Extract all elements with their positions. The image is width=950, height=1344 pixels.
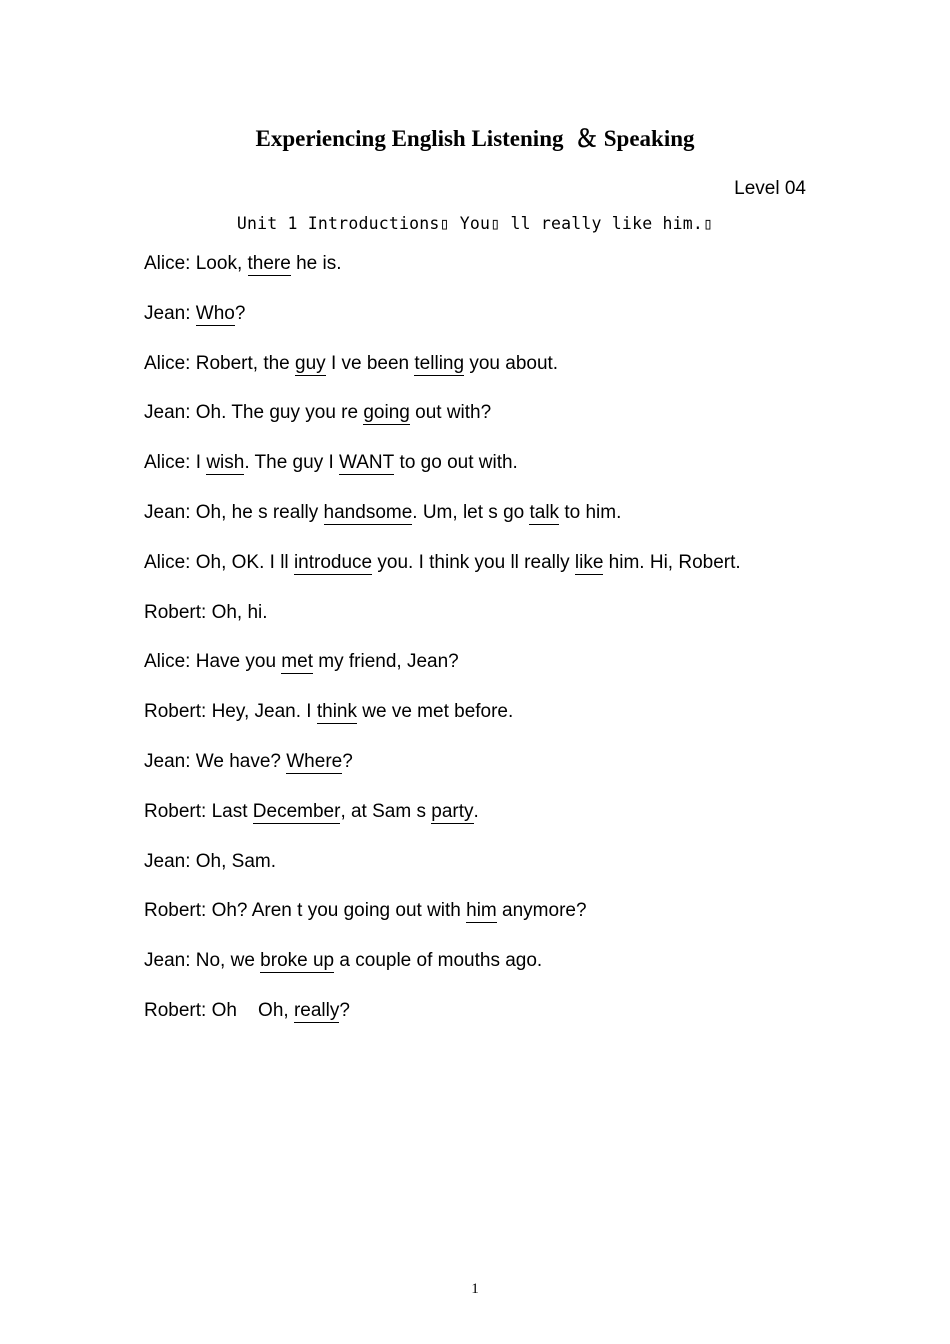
dialogue-text: . Um, let s go bbox=[412, 501, 530, 523]
fill-in-blank-word: him bbox=[466, 900, 497, 922]
dialogue-text: Jean: No, we bbox=[144, 950, 261, 972]
fill-in-blank-word: met bbox=[281, 651, 313, 673]
fill-in-blank-word: broke up bbox=[260, 950, 335, 972]
dialogue-text: Jean: Oh, Sam. bbox=[144, 850, 277, 872]
dialogue-line bbox=[144, 302, 844, 352]
fill-in-blank-word: going bbox=[363, 402, 410, 424]
dialogue-text: you. I think you ll really bbox=[372, 551, 575, 573]
dialogue-text: anymore? bbox=[496, 900, 587, 922]
dialogue-line bbox=[144, 551, 844, 601]
dialogue-line bbox=[144, 352, 844, 402]
document-title: Experiencing English Listening ＆ Speaking bbox=[255, 126, 695, 151]
dialogue-line bbox=[144, 650, 844, 700]
fill-in-blank-word: telling bbox=[414, 352, 465, 374]
dialogue-text: Robert: Last bbox=[144, 800, 253, 822]
fill-in-blank-word: party bbox=[431, 800, 474, 822]
dialogue-text: a couple of mouths ago. bbox=[334, 950, 543, 972]
fill-in-blank-word: think bbox=[316, 701, 357, 723]
dialogue-line bbox=[144, 252, 844, 302]
dialogue-text: he is. bbox=[290, 253, 342, 274]
dialogue-text: my friend, Jean? bbox=[312, 651, 459, 673]
fill-in-blank-word: talk bbox=[529, 501, 560, 523]
dialogue-text: ? bbox=[339, 999, 350, 1021]
fill-in-blank-word: handsome bbox=[323, 501, 413, 523]
dialogue-line bbox=[144, 949, 844, 999]
dialogue-text: Jean: Oh, he s really bbox=[144, 501, 324, 523]
dialogue-text: you about. bbox=[464, 352, 559, 374]
unit-heading: Unit 1 Introductions▯ You▯ ll really like him.▯ bbox=[236, 214, 714, 233]
fill-in-blank-word: WANT bbox=[339, 452, 395, 474]
dialogue-text: Robert: Oh? Aren t you going out with bbox=[144, 900, 467, 922]
dialogue-transcript bbox=[144, 252, 844, 1049]
dialogue-line bbox=[144, 899, 844, 949]
dialogue-text: I ve been bbox=[325, 352, 415, 374]
dialogue-text: to him. bbox=[559, 501, 622, 523]
dialogue-text: Alice: Oh, OK. I ll bbox=[144, 551, 294, 573]
level-label: Level 04 bbox=[734, 178, 806, 199]
fill-in-blank-word: there bbox=[247, 253, 291, 274]
dialogue-text: Alice: Look, bbox=[144, 253, 248, 274]
dialogue-text: Jean: bbox=[144, 302, 196, 324]
dialogue-line bbox=[144, 401, 844, 451]
dialogue-text: . bbox=[473, 800, 479, 822]
fill-in-blank-word: Where bbox=[286, 750, 343, 772]
fill-in-blank-word: December bbox=[252, 800, 341, 822]
dialogue-text: , at Sam s bbox=[340, 800, 432, 822]
fill-in-blank-word: really bbox=[293, 999, 340, 1021]
dialogue-text: ? bbox=[234, 302, 246, 324]
dialogue-text: Alice: Have you bbox=[144, 651, 282, 673]
dialogue-line bbox=[144, 501, 844, 551]
dialogue-text: Jean: Oh. The guy you re bbox=[144, 402, 364, 424]
dialogue-text: Robert: Oh Oh, bbox=[144, 999, 294, 1021]
dialogue-text: . The guy I bbox=[244, 452, 340, 474]
page-number: 1 bbox=[471, 1281, 479, 1297]
dialogue-text: Robert: Hey, Jean. I bbox=[144, 701, 317, 723]
dialogue-text: ? bbox=[342, 750, 353, 772]
dialogue-text: him. Hi, Robert. bbox=[603, 551, 741, 573]
dialogue-line bbox=[144, 999, 844, 1049]
dialogue-text: Jean: We have? bbox=[144, 750, 287, 772]
dialogue-line bbox=[144, 700, 844, 750]
dialogue-line bbox=[144, 601, 844, 651]
fill-in-blank-word: Who bbox=[195, 302, 235, 324]
dialogue-text: to go out with. bbox=[394, 452, 518, 474]
fill-in-blank-word: guy bbox=[295, 352, 326, 374]
dialogue-line bbox=[144, 850, 844, 900]
fill-in-blank-word: like bbox=[574, 551, 604, 573]
dialogue-text: Robert: Oh, hi. bbox=[144, 601, 268, 623]
fill-in-blank-word: introduce bbox=[293, 551, 373, 573]
dialogue-text: we ve met before. bbox=[356, 701, 514, 723]
dialogue-line bbox=[144, 800, 844, 850]
dialogue-line bbox=[144, 750, 844, 800]
dialogue-text: Alice: I bbox=[144, 452, 207, 474]
dialogue-text: out with? bbox=[409, 402, 492, 424]
dialogue-text: Alice: Robert, the bbox=[144, 352, 296, 374]
fill-in-blank-word: wish bbox=[206, 452, 245, 474]
dialogue-line bbox=[144, 451, 844, 501]
